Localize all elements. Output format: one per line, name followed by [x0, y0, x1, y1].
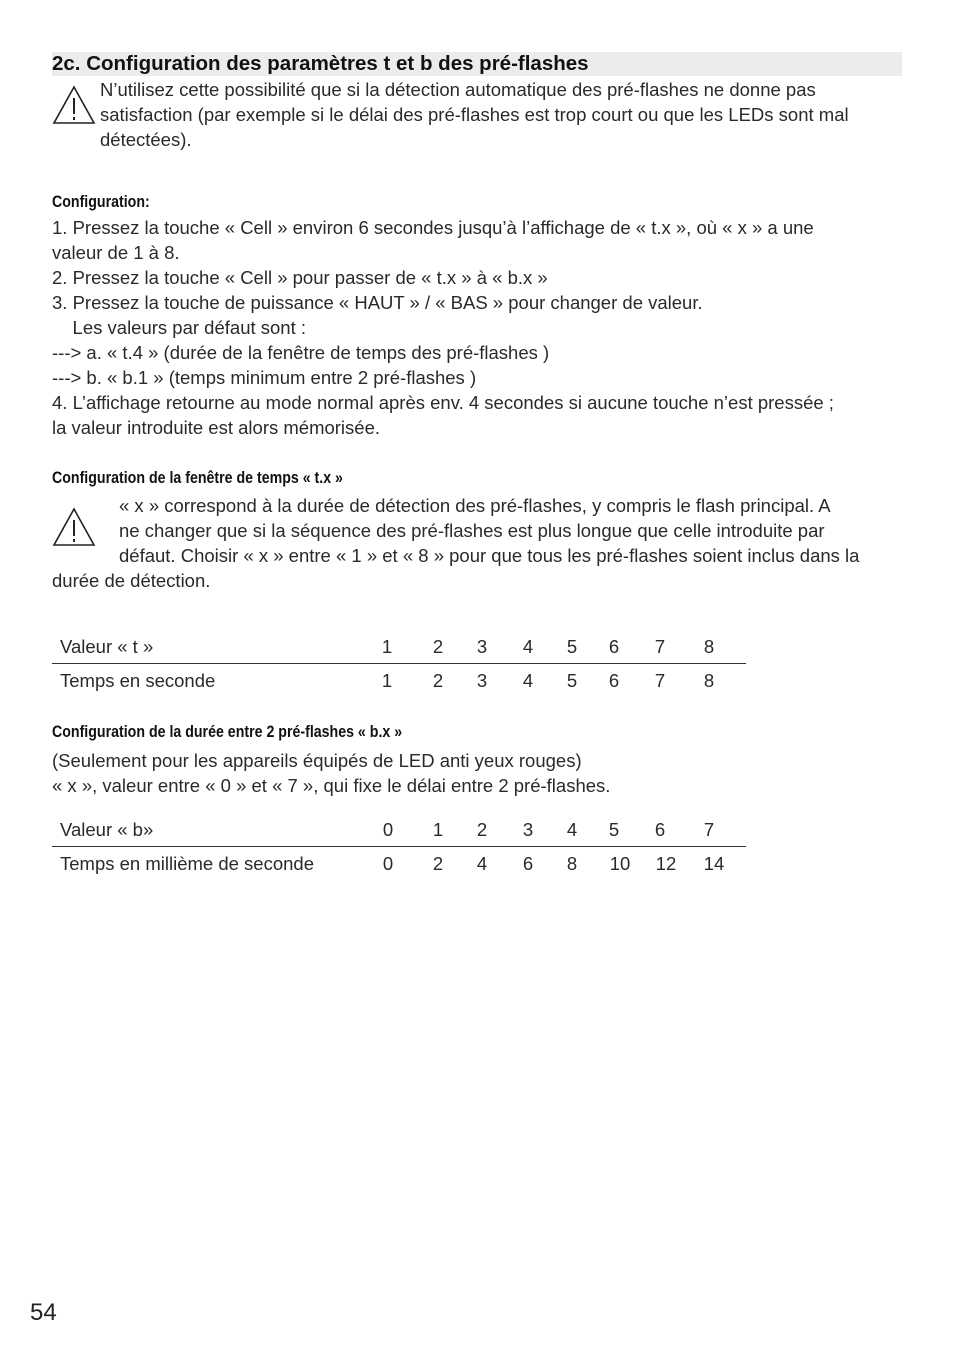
- table-row: [52, 664, 746, 697]
- table-cell: 7: [654, 670, 666, 691]
- table-cell: 2: [432, 853, 444, 874]
- warning-text-line: N’utilisez cette possibilité que si la détection automatique des pré-flashes ne donne pas: [100, 79, 816, 100]
- window-config-line: « x » correspond à la durée de détection des pré-flashes, y compris le flash principal. A: [119, 495, 831, 516]
- table-cell: 4: [522, 636, 534, 657]
- table-row: [52, 847, 746, 880]
- configuration-heading: Configuration:: [52, 193, 150, 211]
- table-cell: 3: [476, 636, 488, 657]
- interval-config-line: « x », valeur entre « 0 » et « 7 », qui fixe le délai entre 2 pré-flashes.: [52, 775, 611, 796]
- table-cell: 2: [476, 819, 488, 840]
- page-number: 54: [30, 1299, 57, 1326]
- b-value-table: [52, 813, 746, 880]
- table-cell: 8: [703, 670, 715, 691]
- t-value-table: [52, 630, 746, 697]
- table-cell: 3: [522, 819, 534, 840]
- table-cell: 8: [703, 636, 715, 657]
- table-row-label: Temps en seconde: [60, 670, 216, 691]
- table-cell: 6: [654, 819, 666, 840]
- window-config-line: ne changer que si la séquence des pré-flashes est plus longue que celle introduite par: [119, 520, 825, 541]
- table-cell: 7: [703, 819, 715, 840]
- table-row-label: Temps en millième de seconde: [60, 853, 314, 874]
- table-cell: 5: [608, 819, 620, 840]
- table-cell: 0: [382, 853, 394, 874]
- table-cell: 5: [566, 636, 578, 657]
- table-cell: 1: [381, 670, 393, 691]
- table-cell: 6: [608, 636, 620, 657]
- interval-config-line: (Seulement pour les appareils équipés de LED anti yeux rouges): [52, 750, 582, 771]
- table-row: [52, 813, 746, 847]
- table-row-label: Valeur « b»: [60, 819, 154, 840]
- section-title: 2c. Configuration des paramètres t et b des pré-flashes: [52, 52, 589, 75]
- table-cell: 2: [432, 636, 444, 657]
- configuration-line: valeur de 1 à 8.: [52, 242, 180, 263]
- table-cell: 4: [522, 670, 534, 691]
- warning-icon: [52, 84, 96, 126]
- table-cell: 2: [432, 670, 444, 691]
- configuration-line: ---> b. « b.1 » (temps minimum entre 2 pré-flashes ): [52, 367, 477, 388]
- warning-text-line: détectées).: [100, 129, 192, 150]
- configuration-line: ---> a. « t.4 » (durée de la fenêtre de temps des pré-flashes ): [52, 342, 550, 363]
- table-cell: 5: [566, 670, 578, 691]
- warning-text-line: satisfaction (par exemple si le délai des pré-flashes est trop court ou que les LEDs sont mal: [100, 104, 849, 125]
- configuration-line: 4. L’affichage retourne au mode normal après env. 4 secondes si aucune touche n’est pressée ;: [52, 392, 834, 413]
- interval-config-heading: Configuration de la durée entre 2 pré-flashes « b.x »: [52, 723, 403, 741]
- configuration-line: 3. Pressez la touche de puissance « HAUT » / « BAS » pour changer de valeur.: [52, 292, 703, 313]
- table-cell: 6: [608, 670, 620, 691]
- table-cell: 14: [703, 853, 725, 874]
- table-cell: 7: [654, 636, 666, 657]
- table-cell: 8: [566, 853, 578, 874]
- table-cell: 3: [476, 670, 488, 691]
- window-config-line: durée de détection.: [52, 570, 211, 591]
- table-cell: 12: [655, 853, 677, 874]
- table-cell: 1: [381, 636, 393, 657]
- configuration-line: 2. Pressez la touche « Cell » pour passer de « t.x » à « b.x »: [52, 267, 548, 288]
- table-cell: 10: [609, 853, 631, 874]
- table-cell: 0: [382, 819, 394, 840]
- table-row: [52, 630, 746, 664]
- table-cell: 4: [566, 819, 578, 840]
- table-cell: 4: [476, 853, 488, 874]
- table-cell: 1: [432, 819, 444, 840]
- table-row-label: Valeur « t »: [60, 636, 154, 657]
- window-config-line: défaut. Choisir « x » entre « 1 » et « 8 » pour que tous les pré-flashes soient inclus dans la: [119, 545, 860, 566]
- configuration-line: 1. Pressez la touche « Cell » environ 6 secondes jusqu’à l’affichage de « t.x », où « x » a une: [52, 217, 814, 238]
- configuration-line: la valeur introduite est alors mémorisée.: [52, 417, 381, 438]
- warning-icon: [52, 506, 96, 548]
- window-config-heading: Configuration de la fenêtre de temps « t.x »: [52, 469, 343, 487]
- configuration-line: Les valeurs par défaut sont :: [52, 317, 307, 338]
- table-cell: 6: [522, 853, 534, 874]
